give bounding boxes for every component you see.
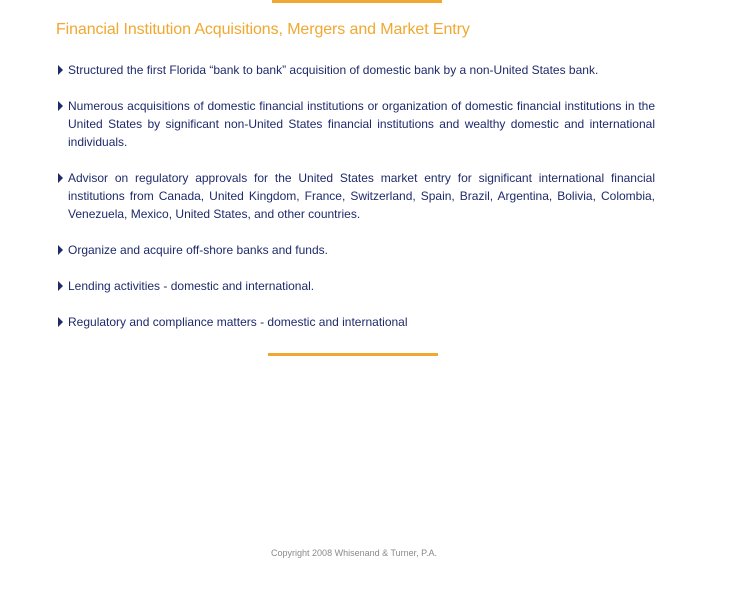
bottom-divider: [268, 353, 438, 356]
list-item-text: Numerous acquisitions of domestic financial institutions or organization of domestic financial institutions in the United States by significant non-United States financial institutions and wealthy domestic and international individuals.: [68, 99, 655, 149]
list-item-text: Organize and acquire off-shore banks and funds.: [68, 243, 328, 257]
top-divider: [272, 0, 442, 3]
bullet-arrow-icon: [58, 173, 63, 183]
bullet-arrow-icon: [58, 101, 63, 111]
list-item: [56, 313, 655, 331]
list-item-text: Lending activities - domestic and international.: [68, 279, 315, 293]
bullet-arrow-icon: [58, 281, 63, 291]
list-item-text: Advisor on regulatory approvals for the United States market entry for significant international financial institutions from Canada, United Kingdom, France, Switzerland, Spain, Brazil, Argentina, Bolivia, Colombia, Venezuela, Mexico, United States, and other countries.: [68, 171, 655, 221]
list-item-text: Regulatory and compliance matters - domestic and international: [68, 315, 408, 329]
list-item: [56, 97, 655, 151]
bullet-arrow-icon: [58, 317, 63, 327]
list-item-text: Structured the first Florida “bank to bank” acquisition of domestic bank by a non-United States bank.: [68, 63, 599, 77]
list-item: [56, 241, 655, 259]
practice-list: [56, 61, 655, 349]
bullet-arrow-icon: [58, 245, 63, 255]
list-item: [56, 61, 655, 79]
list-item: [56, 277, 655, 295]
copyright-notice: Copyright 2008 Whisenand & Turner, P.A.: [271, 548, 437, 558]
page-title: Financial Institution Acquisitions, Mergers and Market Entry: [56, 21, 470, 38]
list-item: [56, 169, 655, 223]
bullet-arrow-icon: [58, 65, 63, 75]
